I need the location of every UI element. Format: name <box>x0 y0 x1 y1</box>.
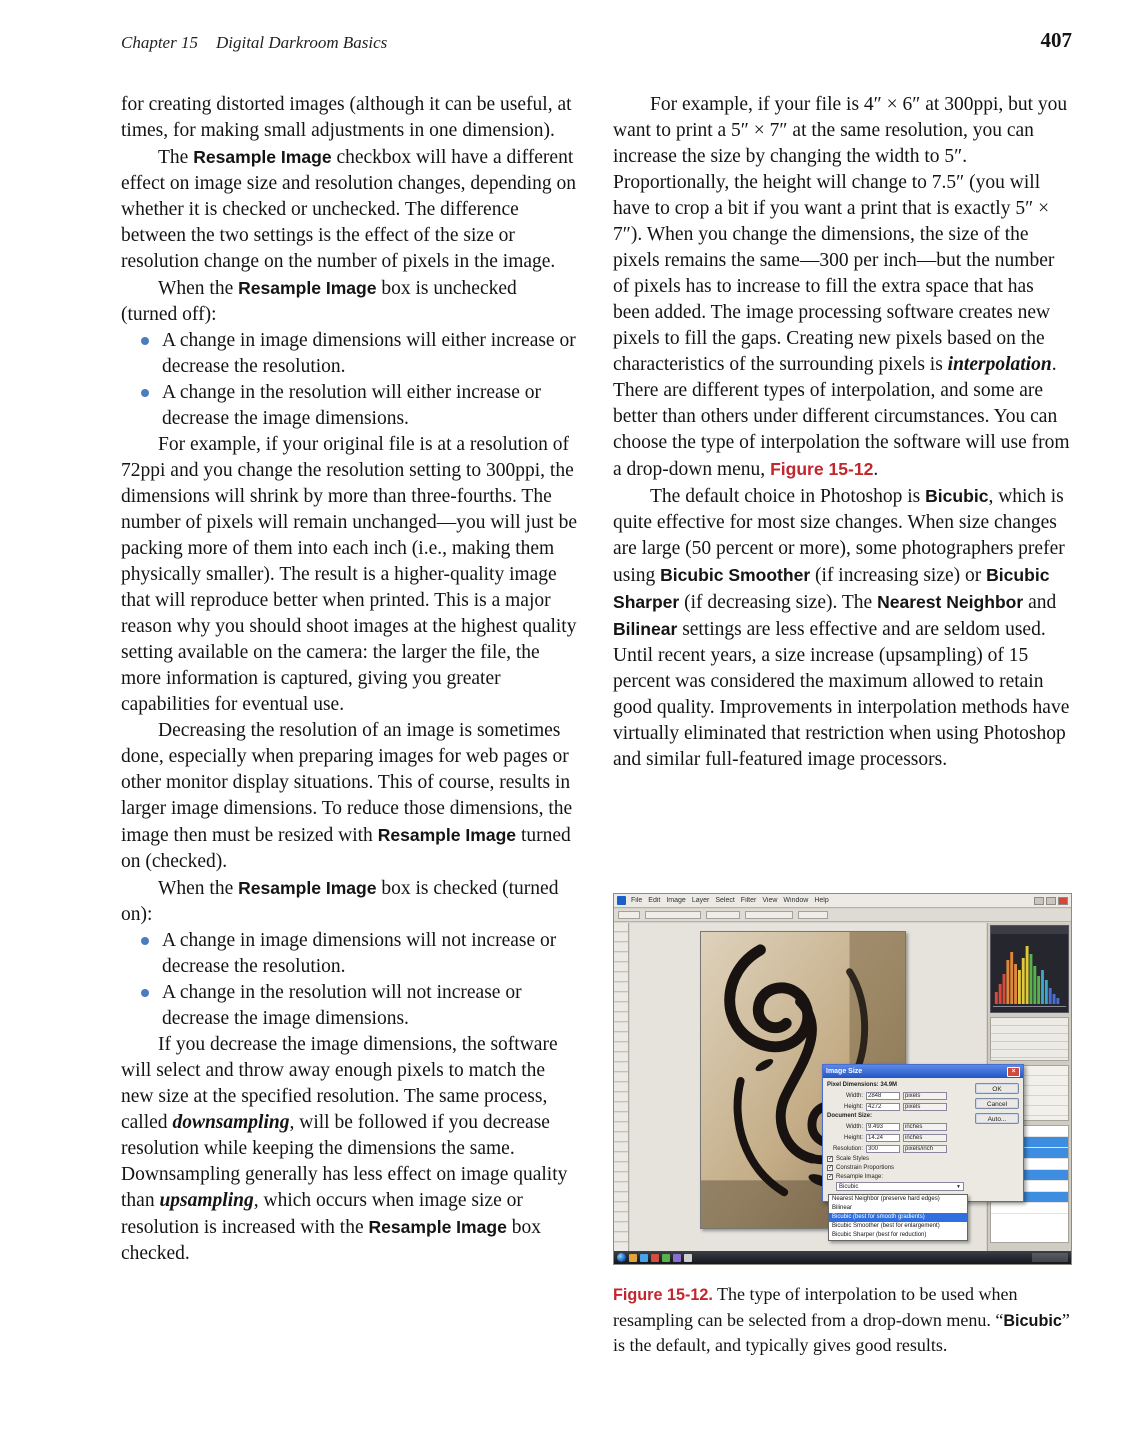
checkbox-icon: ✓ <box>828 1173 834 1180</box>
text-run: , which occurs when image size or resolution is increased with the <box>121 1190 523 1238</box>
info-panel <box>990 1017 1069 1061</box>
text-run: . <box>873 459 879 480</box>
histogram-graphic <box>991 926 1068 1012</box>
text-run: turned on (checked). <box>121 825 571 872</box>
list-item: Help <box>814 897 829 904</box>
bullet-text <box>162 328 577 380</box>
doc-width-unit: inches <box>903 1123 947 1131</box>
list-item: Bicubic Sharper (best for reduction) <box>832 1232 927 1238</box>
ps-toolbox <box>614 923 629 1251</box>
running-head-chapter-label: Chapter 15 <box>121 33 198 52</box>
ps-menubar <box>614 894 1071 908</box>
paragraph <box>613 1282 1072 1358</box>
text-run: downsampling <box>172 1112 290 1133</box>
system-tray <box>1032 1253 1068 1262</box>
bullet-item <box>121 380 577 432</box>
pixel-width-unit: pixels <box>903 1092 947 1100</box>
text-run: Resample Image <box>377 825 517 845</box>
bullet-item <box>121 328 577 380</box>
resample-image-checkbox: ✓ Resample Image: <box>828 1173 884 1180</box>
cancel-button: Cancel <box>975 1098 1019 1109</box>
list-item: Layer <box>691 897 710 904</box>
chevron-down-icon: ▼ <box>956 1183 961 1190</box>
text-run: settings are less effective and are seldom used. Until recent years, a size increase (upsampling) of 15 percent was considered the maximum allowed to retain good quality. Improvements in interpolation methods have virtually eliminated that restriction when using Photoshop and similar full-featured image processors. <box>613 619 1070 770</box>
text-run: , which is quite effective for most size changes. When size changes are large (50 percent or more), some photographers prefer using <box>613 486 1065 586</box>
ps-options-bar <box>614 909 1071 922</box>
auto-button: Auto... <box>975 1113 1019 1124</box>
bullet-text <box>162 380 577 432</box>
taskbar-icon <box>651 1254 659 1262</box>
text-run: Bicubic Smoother <box>660 565 811 585</box>
text-run: Bicubic <box>925 486 989 506</box>
text-run: Bilinear <box>613 619 678 639</box>
photoshop-screenshot <box>613 893 1072 1265</box>
text-run: Figure 15-12 <box>770 459 874 479</box>
dialog-title: Image Size <box>826 1068 863 1075</box>
bullet-item <box>121 928 577 980</box>
panel-row <box>991 1203 1068 1214</box>
close-icon <box>1058 897 1068 905</box>
text-run: checkbox will have a different effect on image size and resolution changes, depending on whether it is checked or unchecked. The difference between the two settings is the effect of the size or resolution change on the number of pixels in the image. <box>121 147 577 272</box>
list-item: View <box>762 897 778 904</box>
options-control <box>798 911 828 919</box>
pixel-dimensions-heading: Pixel Dimensions: 34.9M <box>827 1082 898 1088</box>
text-run: box is unchecked (turned off): <box>121 278 517 325</box>
close-icon: × <box>1007 1067 1020 1077</box>
image-size-dialog <box>822 1064 1024 1202</box>
taskbar-icon <box>640 1254 648 1262</box>
text-run: ” is the default, and typically gives good results. <box>613 1309 1070 1355</box>
text-run: For example, if your original file is at a resolution of 72ppi and you change the resolution setting to 300ppi, the dimensions will shrink by more than three-fourths. The number of pixels will remain unchanged—you will just be packing more of them into each inch (i.e., making them physically smaller). The result is a higher-quality image that will reproduce better when printed. This is a major reason why you should shoot images at the highest quality setting available on the camera: the larger the file, the more information is captured, giving you greater capabilities for eventual use. <box>121 434 577 715</box>
text-run: The type of interpolation to be used when resampling can be selected from a drop-down menu. “ <box>613 1284 1018 1330</box>
text-run: The default choice in Photoshop is <box>650 486 926 507</box>
bullet-text <box>162 928 577 980</box>
text-run: (if decreasing size). The <box>679 592 878 613</box>
text-run: Resample Image <box>193 147 332 167</box>
text-run: When the <box>158 278 239 299</box>
checkbox-icon: ✓ <box>828 1164 834 1171</box>
list-item: Image <box>666 897 686 904</box>
paragraph <box>121 92 577 144</box>
paragraph <box>121 1032 577 1267</box>
text-run: Bicubic Sharper <box>613 565 1050 612</box>
resolution-unit: pixels/inch <box>903 1145 947 1153</box>
list-item: Select <box>715 897 735 904</box>
options-control <box>745 911 793 919</box>
bullet-icon <box>141 937 149 945</box>
text-run: and <box>1023 592 1057 613</box>
options-control <box>645 911 701 919</box>
page-number: 407 <box>1040 28 1072 52</box>
figure-caption <box>613 1282 1072 1358</box>
text-run: A change in image dimensions will either increase or decrease the resolution. <box>162 330 576 377</box>
interpolation-select: Bicubic ▼ <box>836 1182 964 1191</box>
list-item: Edit <box>648 897 661 904</box>
right-column <box>613 92 1072 773</box>
tool-preset-control <box>618 911 640 919</box>
list-item: Bicubic (best for smooth gradients) <box>829 1213 967 1222</box>
document-size-heading: Document Size: <box>827 1113 873 1119</box>
bullet-text <box>162 980 577 1032</box>
text-run: for creating distorted images (although it can be useful, at times, for making small adjustments in one dimension). <box>121 94 572 141</box>
resolution-field: 300 <box>866 1145 900 1153</box>
text-run: A change in the resolution will either increase or decrease the image dimensions. <box>162 382 542 429</box>
pixel-width-field: 2848 <box>866 1092 900 1100</box>
text-run: The <box>158 147 194 168</box>
text-run: A change in the resolution will not increase or decrease the image dimensions. <box>162 982 522 1029</box>
resolution-row: Resolution: 300 pixels/inch <box>827 1143 973 1154</box>
paragraph <box>121 144 577 275</box>
text-run: If you decrease the image dimensions, the software will select and throw away enough pixels to match the new size at the specified resolution. The same process, called <box>121 1034 558 1133</box>
running-head <box>121 33 387 53</box>
figure-15-12 <box>613 893 1072 1265</box>
dialog-body <box>823 1078 1023 1201</box>
ok-button: OK <box>975 1083 1019 1094</box>
taskbar-icon <box>684 1254 692 1262</box>
photoshop-app-icon <box>617 896 626 905</box>
doc-width-field: 9.493 <box>866 1123 900 1131</box>
scale-styles-checkbox: ✓ Scale Styles <box>828 1155 870 1162</box>
taskbar-icon <box>673 1254 681 1262</box>
text-run: Bicubic <box>1003 1311 1062 1330</box>
text-run: A change in image dimensions will not increase or decrease the resolution. <box>162 930 557 977</box>
list-item: Filter <box>740 897 757 904</box>
pixel-height-field: 4272 <box>866 1103 900 1111</box>
doc-height-unit: inches <box>903 1134 947 1142</box>
checkbox-icon: ✓ <box>828 1155 834 1162</box>
bullet-item <box>121 980 577 1032</box>
bullet-icon <box>141 989 149 997</box>
ps-menu-items <box>631 897 829 904</box>
doc-height-field: 14.24 <box>866 1134 900 1142</box>
running-head-chapter-title: Digital Darkroom Basics <box>215 33 388 52</box>
text-run: When the <box>158 878 239 899</box>
options-control <box>706 911 740 919</box>
text-run: interpolation <box>947 354 1052 375</box>
bullet-icon <box>141 389 149 397</box>
paragraph <box>121 718 577 875</box>
histogram-panel <box>990 925 1069 1013</box>
text-run: For example, if your file is 4″ × 6″ at 300ppi, but you want to print a 5″ × 7″ at the same resolution, you can increase the size by changing the width to 5″. Proportionally, the height will change to 7.5″ (you will have to crop a bit if you want a print that is exactly 5″ × 7″). When you change the dimensions, the size of the pixels remains the same—300 per inch—but the number of pixels has to increase to fill the extra space that has been added. The image processing software creates new pixels to fill the gaps. Creating new pixels based on the characteristics of the surrounding pixels is <box>613 94 1068 375</box>
text-run: Resample Image <box>238 878 377 898</box>
text-run: , will be followed if you decrease resolution while keeping the dimensions the same. Downsampling generally has less effect on image quality than <box>121 1112 568 1211</box>
dialog-buttons <box>975 1083 1019 1124</box>
list-item: Bicubic Smoother (best for enlargement) <box>832 1223 940 1229</box>
taskbar-icon <box>662 1254 670 1262</box>
text-run: (if increasing size) or <box>810 565 987 586</box>
paragraph <box>613 483 1072 773</box>
dialog-titlebar <box>823 1065 1023 1078</box>
constrain-proportions-checkbox: ✓ Constrain Proportions <box>828 1164 895 1171</box>
list-item: Bilinear <box>832 1205 853 1211</box>
list-item: File <box>631 897 643 904</box>
text-run: Resample Image <box>368 1217 507 1237</box>
start-button-icon <box>617 1253 626 1262</box>
text-run: Nearest Neighbor <box>877 592 1024 612</box>
text-run: box checked. <box>121 1217 541 1264</box>
interpolation-dropdown <box>828 1194 968 1241</box>
pixel-height-row: Height: 4272 pixels <box>827 1101 973 1112</box>
pixel-width-row: Width: 2848 pixels <box>827 1090 973 1101</box>
window-controls <box>1034 897 1068 905</box>
maximize-icon <box>1046 897 1056 905</box>
taskbar-icon <box>629 1254 637 1262</box>
list-item: Window <box>783 897 809 904</box>
bullet-icon <box>141 337 149 345</box>
doc-height-row: Height: 14.24 inches <box>827 1132 973 1143</box>
minimize-icon <box>1034 897 1044 905</box>
dialog-fields <box>827 1081 973 1191</box>
paragraph <box>121 432 577 718</box>
text-run: Resample Image <box>238 278 377 298</box>
paragraph <box>613 92 1072 483</box>
pixel-height-unit: pixels <box>903 1103 947 1111</box>
left-column <box>121 92 577 1267</box>
paragraph <box>121 875 577 928</box>
paragraph <box>121 275 577 328</box>
text-run: Decreasing the resolution of an image is sometimes done, especially when preparing images for web pages or other monitor display situations. This of course, results in larger image dimensions. To reduce those dimensions, the image then must be resized with <box>121 720 573 846</box>
text-run: upsampling <box>159 1190 254 1211</box>
doc-width-row: Width: 9.493 inches <box>827 1121 973 1132</box>
text-run: Figure 15-12. <box>613 1286 713 1304</box>
list-item: Nearest Neighbor (preserve hard edges) <box>832 1196 940 1202</box>
text-run: box is checked (turned on): <box>121 878 559 925</box>
text-run: . There are different types of interpolation, and some are better than others under different circumstances. You can choose the type of interpolation the software will use from a drop-down menu, <box>613 354 1070 480</box>
windows-taskbar <box>614 1251 1071 1264</box>
